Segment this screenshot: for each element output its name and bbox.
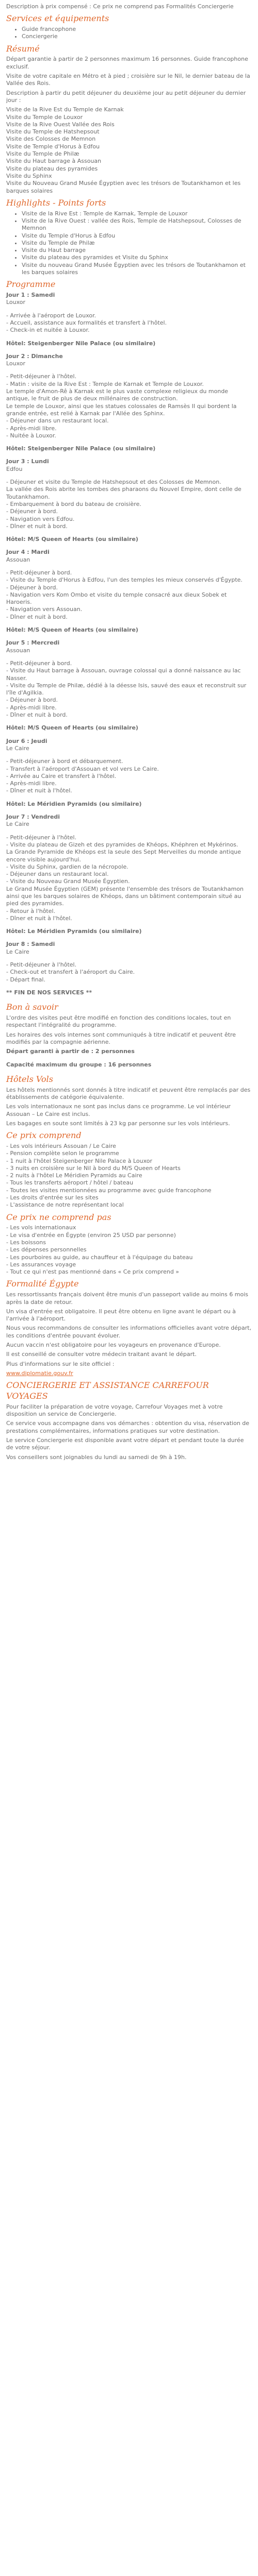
- spacer: [6, 828, 252, 834]
- day-activity: - Visite du plateau de Gizeh et des pyramides de Khéops, Khéphren et Mykérinos.: [6, 841, 238, 848]
- day-activity: - Déjeuner à bord.: [6, 584, 58, 591]
- day-place: Le Caire: [6, 744, 29, 752]
- programme-day: [6, 458, 252, 543]
- day-activity: La vallée des Rois abrite les tombes des pharaons du Nouvel Empire, dont celle de Toutankhamon.: [6, 486, 241, 500]
- hotels-title: Hôtels Vols: [6, 1074, 53, 1084]
- bon-a-savoir-max-group: Capacité maximum du groupe : 16 personnes: [6, 1061, 152, 1068]
- day-activity: Le Grand Musée Égyptien (GEM) présente l'ensemble des trésors de Toutankhamon ainsi que les barques solaires de Khéops, dans un bâtiment contemporain situé au pied des pyramides.: [6, 885, 244, 907]
- list-item: Visite du Sphinx: [6, 172, 52, 179]
- formalites-paragraph: Nous vous recommandons de consulter les informations officielles avant votre départ, les conditions d'entrée pouvant évoluer.: [6, 1325, 252, 1339]
- spacer: [6, 473, 252, 479]
- list-item: • Visite du Temple de Philæ: [22, 240, 252, 247]
- day-activity: - Déjeuner dans un restaurant local.: [6, 417, 109, 425]
- formalites-paragraph: Un visa d'entrée est obligatoire. Il peut être obtenu en ligne avant le départ ou à l'arrivée à l'aéroport.: [6, 1308, 236, 1323]
- day-place: Louxor: [6, 299, 26, 306]
- day-place: Assouan: [6, 647, 30, 654]
- day-activity: - Nuitée à Louxor.: [6, 432, 56, 439]
- list-item: - Les droits d'entrée sur les sites: [6, 1194, 99, 1201]
- day-activity: - Petit-déjeuner à l'hôtel.: [6, 834, 77, 841]
- formalites-paragraph: Les ressortissants français doivent être munis d'un passeport valide au moins 6 mois après la date de retour.: [6, 1291, 249, 1306]
- day-activity: - Arrivée au Caire et transfert à l'hôtel.: [6, 772, 117, 779]
- intro-text: Description à prix compensé : Ce prix ne comprend pas Formalités Conciergerie: [6, 3, 234, 10]
- spacer: [6, 654, 252, 660]
- day-activity: - Petit-déjeuner à bord et débarquement.: [6, 758, 123, 765]
- day-activity: - Dîner et nuit à bord.: [6, 522, 68, 530]
- day-hotel: Hôtel: M/S Queen of Hearts (ou similaire): [6, 626, 138, 634]
- list-item: Visite du Haut barrage à Assouan: [6, 158, 102, 165]
- day-activity: - Déjeuner à bord.: [6, 508, 58, 515]
- day-activity: - Visite du Haut barrage à Assouan, ouvrage colossal qui a donné naissance au lac Nasser.: [6, 667, 241, 682]
- day-activity: - Accueil, assistance aux formalités et transfert à l'hôtel.: [6, 319, 167, 326]
- list-item: Visite du Nouveau Grand Musée Égyptien avec les trésors de Toutankhamon et les barques solaires: [6, 180, 241, 194]
- spacer: [6, 984, 252, 989]
- day-title: Jour 1 : Samedi: [6, 292, 55, 299]
- day-activity: La Grande Pyramide de Khéops est la seule des Sept Merveilles du monde antique encore visible aujourd'hui.: [6, 849, 241, 863]
- day-activity: - Petit-déjeuner à bord.: [6, 569, 72, 576]
- conciergerie-paragraph: Vos conseillers sont joignables du lundi au samedi de 9h à 19h.: [6, 1453, 187, 1461]
- day-title: Jour 4 : Mardi: [6, 549, 50, 556]
- day-place: Louxor: [6, 360, 26, 367]
- list-item: - 2 nuits à l'hôtel Le Méridien Pyramids au Caire: [6, 1172, 142, 1179]
- day-activity: Le temple d'Amon-Rê à Karnak est le plus vaste complexe religieux du monde antique, le fruit de plus de deux millénaires de construction.: [6, 388, 229, 402]
- includes-title: Ce prix comprend: [6, 1130, 82, 1141]
- bon-a-savoir-min-group: Départ garanti à partir de : 2 personnes: [6, 1048, 135, 1055]
- list-item: • Visite du nouveau Grand Musée Égyptien avec les trésors de Toutankhamon et les barques solaires: [22, 262, 252, 277]
- programme-day: [6, 292, 252, 347]
- day-activity: - Navigation vers Assouan.: [6, 606, 83, 613]
- programme-days: [6, 292, 252, 996]
- formalites-title: Formalité Égypte: [6, 1279, 79, 1289]
- spacer: [6, 439, 252, 445]
- list-item: - Pension complète selon le programme: [6, 1150, 119, 1157]
- bon-a-savoir-title: Bon à savoir: [6, 1002, 58, 1012]
- day-activity: - Petit-déjeuner à bord.: [6, 659, 72, 667]
- day-activity: Le temple de Louxor, ainsi que les statues colossales de Ramsès II qui bordent la grande entrée, est relié à Karnak par l'Allée des Sphinx.: [6, 402, 237, 417]
- spacer: [6, 564, 252, 569]
- list-item: - Tout ce qui n'est pas mentionné dans « Ce prix comprend »: [6, 1268, 180, 1276]
- spacer: [6, 719, 252, 724]
- day-activity: - Check-out et transfert à l'aéroport du Caire.: [6, 969, 135, 976]
- day-activity: - Petit-déjeuner à l'hôtel.: [6, 373, 77, 380]
- includes-list: [6, 1143, 252, 1209]
- list-item: • Visite du Haut barrage: [22, 247, 252, 254]
- list-item: - Les assurances voyage: [6, 1261, 76, 1268]
- list-item: • Guide francophone: [22, 26, 252, 33]
- day-place: Le Caire: [6, 821, 29, 828]
- list-item: - Toutes les visites mentionnées au programme avec guide francophone: [6, 1187, 212, 1194]
- services-title: Services et équipements: [6, 13, 109, 24]
- programme-day: [6, 738, 252, 808]
- excludes-title: Ce prix ne comprend pas: [6, 1212, 111, 1222]
- formalites-paragraph: Plus d'informations sur le site officiel :: [6, 1360, 115, 1367]
- list-item: - Les dépenses personnelles: [6, 1246, 87, 1253]
- spacer: [6, 956, 252, 961]
- list-item: - Tous les transferts aéroport / hôtel / bateau: [6, 1179, 134, 1187]
- day-hotel: Hôtel: Steigenberger Nile Palace (ou similaire): [6, 445, 156, 452]
- conciergerie-paragraph: Pour faciliter la préparation de votre voyage, Carrefour Voyages met à votre disposition un service de Conciergerie.: [6, 1403, 223, 1418]
- programme-day: [6, 549, 252, 634]
- list-item: • Visite du Temple d'Horus à Edfou: [22, 232, 252, 240]
- day-hotel: Hôtel: M/S Queen of Hearts (ou similaire): [6, 724, 138, 732]
- day-activity: - Après-midi libre.: [6, 425, 57, 432]
- day-activity: - Transfert à l'aéroport d'Assouan et vol vers Le Caire.: [6, 765, 159, 772]
- day-activity: - Petit-déjeuner à l'hôtel.: [6, 961, 77, 969]
- conciergerie-paragraph: Le service Conciergerie est disponible avant votre départ et pendant toute la durée de votre séjour.: [6, 1437, 244, 1451]
- spacer: [6, 621, 252, 626]
- list-item: Visite de la Rive Est du Temple de Karnak: [6, 106, 124, 113]
- list-item: Visite de la Rive Ouest Vallée des Rois: [6, 121, 115, 128]
- list-item: - Les boissons: [6, 1239, 46, 1246]
- conciergerie-paragraph: Ce service vous accompagne dans vos démarches : obtention du visa, réservation de prestations complémentaires, informations pratiques sur votre destination.: [6, 1420, 250, 1434]
- day-activity: - Dîner et nuit à l'hôtel.: [6, 914, 72, 922]
- day-activity: - Déjeuner dans un restaurant local.: [6, 871, 109, 878]
- excludes-list: [6, 1224, 252, 1276]
- resume-list: [6, 106, 252, 195]
- day-activity: - Navigation vers Kom Ombo et visite du temple consacré aux dieux Sobek et Haroeris.: [6, 591, 227, 606]
- day-activity: - Visite du Sphinx, gardien de la nécropole.: [6, 863, 128, 870]
- programme-day: [6, 941, 252, 996]
- day-activity: - Dîner et nuit à bord.: [6, 613, 68, 620]
- day-hotel: Hôtel: Le Méridien Pyramids (ou similaire): [6, 928, 142, 935]
- resume-title: Résumé: [6, 43, 40, 54]
- list-item: - L'assistance de notre représentant local: [6, 1201, 124, 1209]
- spacer: [6, 367, 252, 373]
- bon-a-savoir-paragraph: L'ordre des visites peut être modifié en fonction des conditions locales, tout en respectant l'intégralité du programme.: [6, 1014, 231, 1029]
- spacer: [6, 530, 252, 536]
- list-item: - 1 nuit à l'hôtel Steigenberger Nile Palace à Louxor: [6, 1157, 153, 1164]
- day-hotel: Hôtel: M/S Queen of Hearts (ou similaire): [6, 536, 138, 543]
- list-item: Visite de Temple d'Horus à Edfou: [6, 143, 100, 150]
- day-title: Jour 3 : Lundi: [6, 458, 49, 465]
- bon-a-savoir-paragraph: Les horaires des vols internes sont communiqués à titre indicatif et peuvent être modifiés par la compagnie aérienne.: [6, 1031, 236, 1045]
- day-title: Jour 5 : Mercredi: [6, 639, 60, 647]
- list-item: • Visite du plateau des pyramides et Visite du Sphinx: [22, 254, 252, 261]
- list-item: Visite du Temple de Louxor: [6, 113, 83, 121]
- list-item: • Conciergerie: [22, 33, 252, 40]
- day-title: Jour 6 : Jeudi: [6, 737, 47, 744]
- day-activity: - Déjeuner à bord.: [6, 697, 58, 704]
- formalites-paragraph: Il est conseillé de consulter votre médecin traitant avant le départ.: [6, 1351, 197, 1358]
- day-activity: - Déjeuner et visite du Temple de Hatshepsout et des Colosses de Memnon.: [6, 479, 221, 486]
- hotels-paragraph: Les bagages en soute sont limités à 23 kg par personne sur les vols intérieurs.: [6, 1120, 230, 1127]
- programme-day: [6, 639, 252, 732]
- day-hotel: ** FIN DE NOS SERVICES **: [6, 989, 92, 996]
- list-item: - Les vols intérieurs Assouan / Le Caire: [6, 1142, 116, 1149]
- highlights-title: Highlights - Points forts: [6, 197, 106, 208]
- list-item: - 3 nuits en croisière sur le Nil à bord du M/S Queen of Hearts: [6, 1164, 181, 1172]
- day-hotel: Hôtel: Le Méridien Pyramids (ou similaire): [6, 800, 142, 807]
- formalites-link-line: [6, 1370, 252, 1377]
- day-activity: - Après-midi libre.: [6, 704, 57, 711]
- diplomatie-link[interactable]: www.diplomatie.gouv.fr: [6, 1369, 73, 1377]
- list-item: • Visite de la Rive Est : Temple de Karnak, Temple de Louxor: [22, 210, 252, 217]
- programme-day: [6, 814, 252, 935]
- list-item: - Les pourboires au guide, au chauffeur et à l'équipage du bateau: [6, 1253, 193, 1261]
- conciergerie-title: CONCIERGERIE ET ASSISTANCE CARREFOUR VOYAGES: [6, 1380, 209, 1401]
- services-list: [6, 26, 252, 41]
- spacer: [6, 307, 252, 312]
- list-item: - Les vols internationaux: [6, 1224, 76, 1231]
- resume-paragraph: Visite de votre capitale en Métro et à pied ; croisière sur le Nil, le dernier bateau de la Vallée des Rois.: [6, 73, 250, 87]
- day-activity: - Arrivée à l'aéroport de Louxor.: [6, 312, 96, 319]
- programme-title: Programme: [6, 279, 56, 290]
- list-item: Visite du plateau des pyramides: [6, 165, 98, 172]
- day-activity: - Check-in et nuitée à Louxor.: [6, 327, 90, 334]
- spacer: [6, 334, 252, 340]
- hotels-paragraph: Les hôtels mentionnés sont donnés à titre indicatif et peuvent être remplacés par des établissements de catégorie équivalente.: [6, 1086, 251, 1100]
- list-item: - Le visa d'entrée en Égypte (environ 25 USD par personne): [6, 1231, 176, 1239]
- resume-paragraph: Description à partir du petit déjeuner du deuxième jour au petit déjeuner du dernier jour :: [6, 89, 246, 104]
- day-title: Jour 2 : Dimanche: [6, 352, 63, 360]
- day-activity: - Navigation vers Edfou.: [6, 515, 75, 522]
- list-item: Visite des Colosses de Memnon: [6, 135, 96, 143]
- spacer: [6, 795, 252, 801]
- day-title: Jour 7 : Vendredi: [6, 814, 60, 821]
- list-item: Visite du Temple de Philæ: [6, 150, 79, 158]
- day-activity: - Visite du Temple de Philæ, dédié à la déesse Isis, sauvé des eaux et reconstruit sur l'île d'Agilkia.: [6, 682, 247, 697]
- day-place: Le Caire: [6, 948, 29, 955]
- day-activity: - Dîner et nuit à bord.: [6, 711, 68, 719]
- day-activity: - Matin : visite de la Rive Est : Temple de Karnak et Temple de Louxor.: [6, 380, 204, 387]
- formalites-paragraph: Aucun vaccin n'est obligatoire pour les voyageurs en provenance d'Europe.: [6, 1342, 221, 1349]
- day-place: Assouan: [6, 556, 30, 563]
- programme-day: [6, 353, 252, 453]
- day-hotel: Hôtel: Steigenberger Nile Palace (ou similaire): [6, 340, 156, 347]
- spacer: [6, 922, 252, 928]
- day-activity: - Retour à l'hôtel.: [6, 907, 56, 914]
- resume-paragraph: Départ garantie à partir de 2 personnes maximum 16 personnes. Guide francophone exclusif.: [6, 56, 248, 70]
- day-activity: - Départ final.: [6, 976, 45, 983]
- list-item: • Visite de la Rive Ouest : vallée des Rois, Temple de Hatshepsout, Colosses de Memnon: [22, 217, 252, 232]
- day-activity: - Dîner et nuit à l'hôtel.: [6, 787, 72, 794]
- day-activity: - Visite du Temple d'Horus à Edfou, l'un des temples les mieux conservés d'Égypte.: [6, 577, 243, 584]
- spacer: [6, 752, 252, 758]
- day-place: Edfou: [6, 465, 23, 472]
- hotels-paragraph: Les vols internationaux ne sont pas inclus dans ce programme. Le vol intérieur Assouan – Le Caire est inclus.: [6, 1103, 231, 1117]
- day-title: Jour 8 : Samedi: [6, 941, 55, 948]
- list-item: Visite du Temple de Hatshepsout: [6, 128, 100, 135]
- day-activity: - Visite du Nouveau Grand Musée Égyptien.: [6, 878, 130, 885]
- day-activity: - Après-midi libre.: [6, 780, 57, 787]
- day-activity: - Embarquement à bord du bateau de croisière.: [6, 500, 141, 507]
- highlights-list: [6, 210, 252, 277]
